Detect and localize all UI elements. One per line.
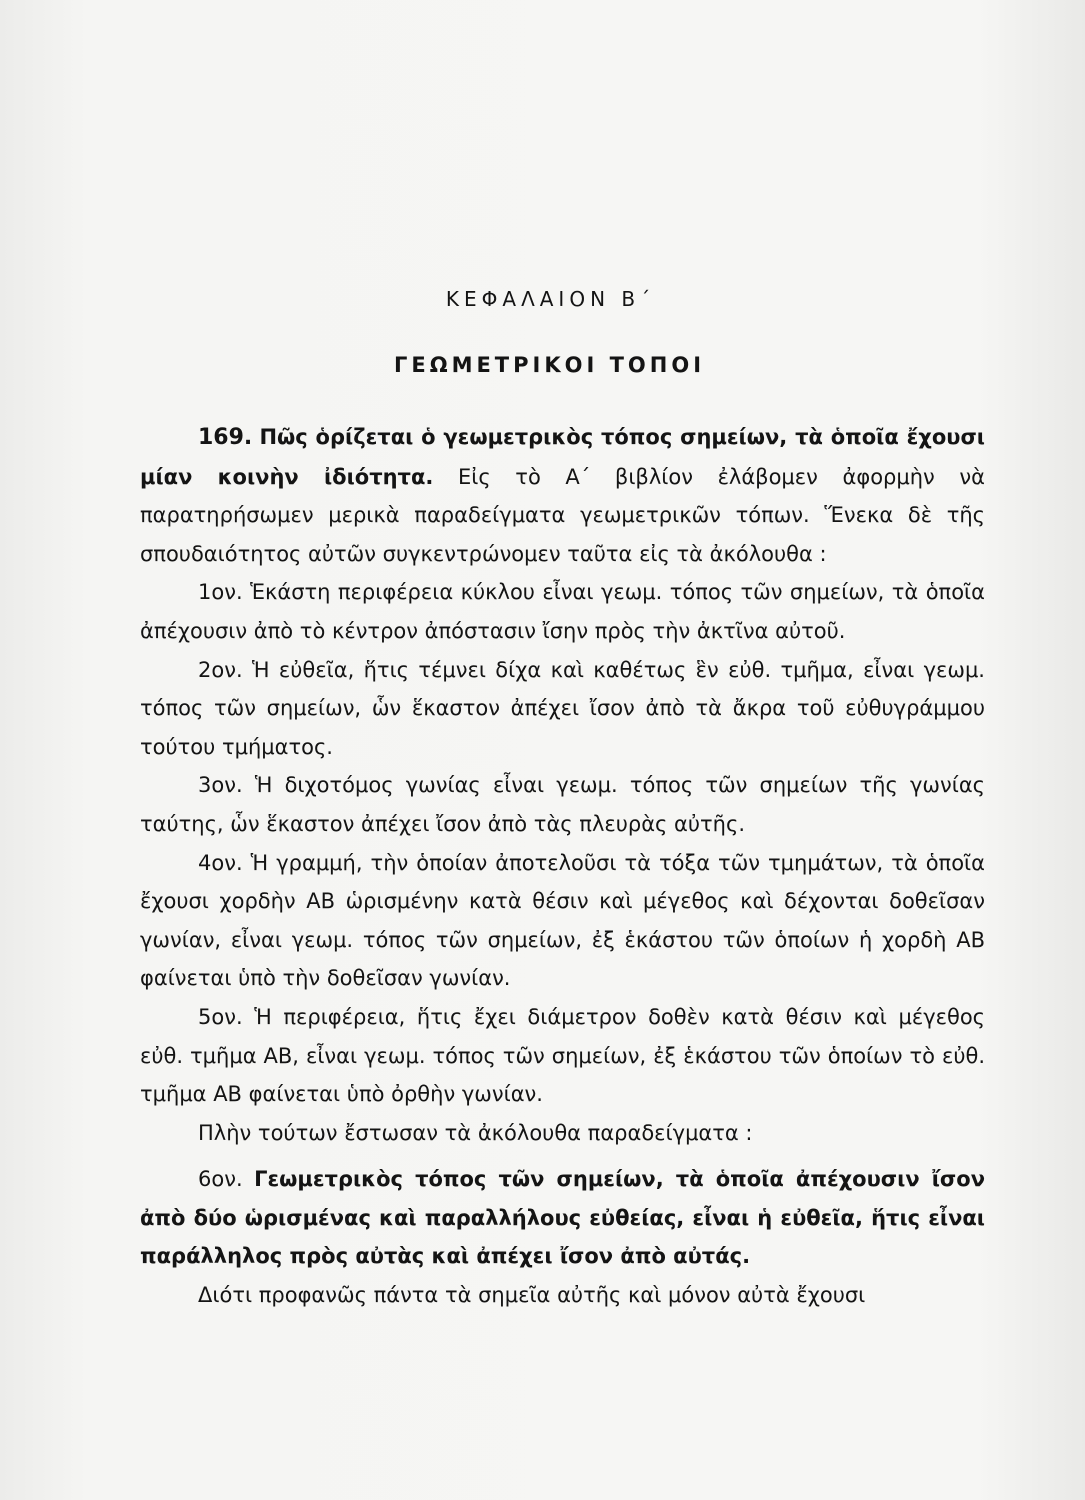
list-item bbox=[140, 844, 985, 998]
section-169-paragraph bbox=[140, 418, 985, 573]
item-text: Ἡ εὐθεῖα, ἥτις τέμνει δίχα καὶ καθέτως ἓν εὐθ. τμῆμα, εἶναι γεωμ. τόπος τῶν σημείων, ὧν ἕκαστον ἀπέχει ἴσον ἀπὸ τὰ ἄκρα τοῦ εὐθυγράμμου τούτου τμήματος. bbox=[140, 657, 985, 759]
list-item bbox=[140, 998, 985, 1114]
section-intro: Εἰς τὸ Α΄ βιβλίον ἐλάβομεν ἀφορμὴν νὰ παρατηρήσωμεν μερικὰ παραδείγματα γεωμετρικῶν τόπων. Ἕνεκα δὲ τῆς σπουδαιότητος αὐτῶν συγκεντρώνομεν ταῦτα εἰς τὰ ἀκόλουθα : bbox=[140, 464, 985, 566]
item-text: Ἡ διχοτόμος γωνίας εἶναι γεωμ. τόπος τῶν σημείων τῆς γωνίας ταύτης, ὧν ἕκαστον ἀπέχει ἴσον ἀπὸ τὰς πλευρὰς αὐτῆς. bbox=[140, 773, 985, 836]
chapter-title: ΓΕΩΜΕΤΡΙΚΟΙ ΤΟΠΟΙ bbox=[393, 353, 706, 377]
item-text: Ἡ γραμμή, τὴν ὁποίαν ἀποτελοῦσι τὰ τόξα τῶν τμημάτων, τὰ ὁποῖα ἔχουσι χορδὴν ΑΒ ὡρισμένην κατὰ θέσιν καὶ μέγεθος καὶ δέχονται δοθεῖσαν γωνίαν, εἶναι γεωμ. τόπος τῶν σημείων, ἐξ ἑκάστου τῶν ὁποίων ἡ χορδὴ ΑΒ φαίνεται ὑπὸ τὴν δοθεῖσαν γωνίαν. bbox=[140, 850, 985, 991]
section-heading: Πῶς ὁρίζεται ὁ γεωμετρικὸς τόπος σημείων, τὰ ὁποῖα ἔχουσι μίαν κοινὴν ἰδιότητα. bbox=[140, 425, 985, 489]
item-text-bold: Γεωμετρικὸς τόπος τῶν σημείων, τὰ ὁποῖα ἀπέχουσιν ἴσον ἀπὸ δύο ὡρισμένας καὶ παραλλήλους εὐθείας, εἶναι ἡ εὐθεῖα, ἥτις εἶναι παράλληλος πρὸς αὐτὰς καὶ ἀπέχει ἴσον ἀπὸ αὐτάς. bbox=[140, 1167, 985, 1269]
item-label: 2ον. bbox=[198, 657, 243, 682]
list-item bbox=[140, 651, 985, 767]
transition-line: Πλὴν τούτων ἔστωσαν τὰ ἀκόλουθα παραδείγματα : bbox=[198, 1120, 753, 1145]
chapter-heading: ΚΕΦΑΛΑΙΟΝ Β΄ bbox=[445, 287, 656, 311]
item-label: 6ον. bbox=[198, 1167, 243, 1192]
closing-line: Διότι προφανῶς πάντα τὰ σημεῖα αὐτῆς καὶ μόνον αὐτὰ ἔχουσι bbox=[198, 1283, 866, 1308]
item-label: 1ον. bbox=[198, 580, 243, 605]
item-label: 5ον. bbox=[198, 1004, 243, 1029]
section-number: 169. bbox=[198, 425, 253, 450]
body-text bbox=[140, 418, 985, 1315]
item-text: Ἡ περιφέρεια, ἥτις ἔχει διάμετρον δοθὲν κατὰ θέσιν καὶ μέγεθος εὐθ. τμῆμα ΑΒ, εἶναι γεωμ. τόπος τῶν σημείων, ἐξ ἑκάστου τῶν ὁποίων τὸ εὐθ. τμῆμα ΑΒ φαίνεται ὑπὸ ὀρθὴν γωνίαν. bbox=[140, 1004, 985, 1107]
item-label: 3ον. bbox=[198, 773, 243, 798]
list-item-6 bbox=[140, 1160, 985, 1276]
list-item bbox=[140, 573, 985, 650]
list-item bbox=[140, 766, 985, 843]
item-text: Ἑκάστη περιφέρεια κύκλου εἶναι γεωμ. τόπος τῶν σημείων, τὰ ὁποῖα ἀπέχουσιν ἀπὸ τὸ κέντρον ἀπόστασιν ἴσην πρὸς τὴν ἀκτῖνα αὐτοῦ. bbox=[140, 580, 985, 643]
item-label: 4ον. bbox=[198, 850, 243, 875]
